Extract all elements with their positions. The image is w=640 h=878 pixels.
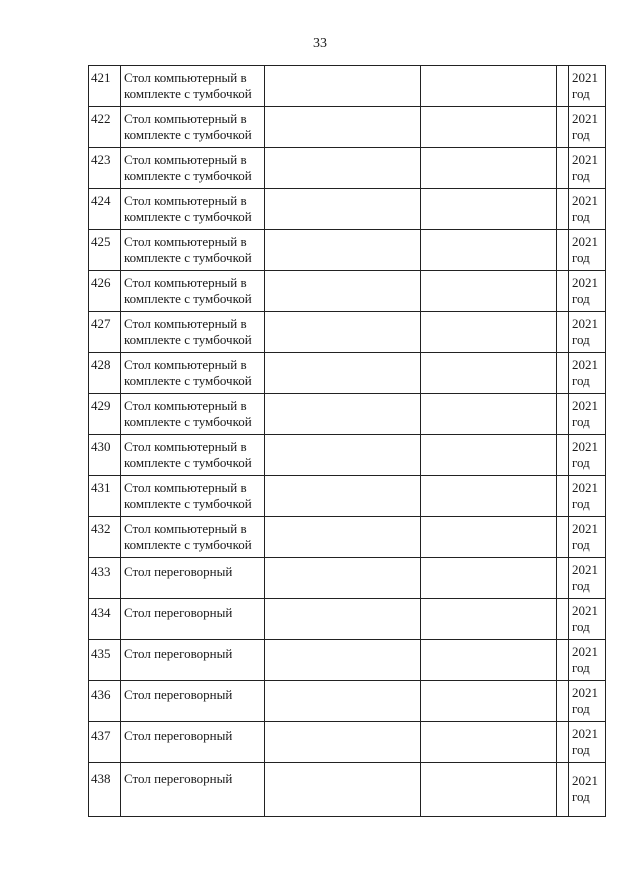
table-row <box>89 681 606 722</box>
row-number-cell <box>89 599 121 640</box>
year-value: 2021 <box>572 193 598 208</box>
year-cell <box>569 640 606 681</box>
row-number-cell <box>89 312 121 353</box>
row-number: 423 <box>91 152 111 167</box>
row-number-cell <box>89 763 121 817</box>
empty-cell-a <box>265 312 421 353</box>
year-unit: год <box>572 537 590 552</box>
empty-cell-a <box>265 107 421 148</box>
item-name-cell <box>121 353 265 394</box>
row-number-cell <box>89 107 121 148</box>
year-cell <box>569 722 606 763</box>
year-cell <box>569 312 606 353</box>
item-name-cell <box>121 230 265 271</box>
empty-cell-b <box>421 66 557 107</box>
item-name-line2: комплекте с тумбочкой <box>124 127 252 142</box>
empty-cell-b <box>421 640 557 681</box>
item-name-line1: Стол компьютерный в <box>124 316 247 331</box>
empty-cell-b <box>421 148 557 189</box>
year-cell <box>569 476 606 517</box>
table-row <box>89 394 606 435</box>
empty-cell-a <box>265 66 421 107</box>
item-name-line1: Стол компьютерный в <box>124 152 247 167</box>
item-name-line1: Стол переговорный <box>124 687 233 702</box>
item-name-line1: Стол компьютерный в <box>124 398 247 413</box>
empty-cell-c <box>557 66 569 107</box>
row-number: 426 <box>91 275 111 290</box>
empty-cell-c <box>557 189 569 230</box>
row-number: 435 <box>91 646 111 661</box>
empty-cell-c <box>557 230 569 271</box>
item-name-cell <box>121 640 265 681</box>
row-number: 422 <box>91 111 111 126</box>
year-value: 2021 <box>572 234 598 249</box>
year-unit: год <box>572 660 590 675</box>
page-number: 33 <box>313 36 327 51</box>
empty-cell-b <box>421 517 557 558</box>
row-number-cell <box>89 681 121 722</box>
row-number-cell <box>89 66 121 107</box>
item-name-cell <box>121 271 265 312</box>
row-number-cell <box>89 476 121 517</box>
table-row <box>89 66 606 107</box>
year-cell <box>569 271 606 312</box>
year-unit: год <box>572 86 590 101</box>
year-unit: год <box>572 373 590 388</box>
table-body <box>89 66 606 817</box>
empty-cell-a <box>265 148 421 189</box>
row-number: 438 <box>91 771 111 786</box>
year-unit: год <box>572 789 590 804</box>
row-number-cell <box>89 435 121 476</box>
year-cell <box>569 681 606 722</box>
item-name-line1: Стол компьютерный в <box>124 480 247 495</box>
item-name-cell <box>121 66 265 107</box>
empty-cell-a <box>265 394 421 435</box>
year-unit: год <box>572 250 590 265</box>
year-value: 2021 <box>572 603 598 618</box>
table-row <box>89 640 606 681</box>
item-name-cell <box>121 722 265 763</box>
empty-cell-c <box>557 271 569 312</box>
empty-cell-b <box>421 681 557 722</box>
inventory-table <box>88 65 606 817</box>
item-name-line2: комплекте с тумбочкой <box>124 332 252 347</box>
row-number-cell <box>89 640 121 681</box>
empty-cell-b <box>421 599 557 640</box>
year-value: 2021 <box>572 357 598 372</box>
item-name-line2: комплекте с тумбочкой <box>124 373 252 388</box>
item-name-line1: Стол компьютерный в <box>124 111 247 126</box>
item-name-line2: комплекте с тумбочкой <box>124 250 252 265</box>
empty-cell-a <box>265 763 421 817</box>
table-row <box>89 189 606 230</box>
item-name-cell <box>121 189 265 230</box>
year-value: 2021 <box>572 111 598 126</box>
empty-cell-b <box>421 271 557 312</box>
empty-cell-a <box>265 476 421 517</box>
empty-cell-c <box>557 435 569 476</box>
year-unit: год <box>572 414 590 429</box>
empty-cell-a <box>265 722 421 763</box>
row-number: 430 <box>91 439 111 454</box>
empty-cell-b <box>421 435 557 476</box>
year-value: 2021 <box>572 398 598 413</box>
empty-cell-a <box>265 681 421 722</box>
empty-cell-c <box>557 558 569 599</box>
year-value: 2021 <box>572 480 598 495</box>
empty-cell-a <box>265 599 421 640</box>
row-number: 428 <box>91 357 111 372</box>
item-name-line1: Стол компьютерный в <box>124 357 247 372</box>
empty-cell-a <box>265 189 421 230</box>
item-name-line1: Стол компьютерный в <box>124 521 247 536</box>
table-row <box>89 230 606 271</box>
table-row <box>89 271 606 312</box>
item-name-cell <box>121 517 265 558</box>
item-name-line2: комплекте с тумбочкой <box>124 168 252 183</box>
year-unit: год <box>572 291 590 306</box>
item-name-line1: Стол компьютерный в <box>124 439 247 454</box>
year-cell <box>569 599 606 640</box>
year-cell <box>569 517 606 558</box>
row-number-cell <box>89 189 121 230</box>
empty-cell-b <box>421 189 557 230</box>
year-value: 2021 <box>572 152 598 167</box>
item-name-line1: Стол компьютерный в <box>124 193 247 208</box>
year-unit: год <box>572 742 590 757</box>
empty-cell-c <box>557 599 569 640</box>
item-name-line1: Стол переговорный <box>124 728 233 743</box>
empty-cell-a <box>265 353 421 394</box>
row-number-cell <box>89 353 121 394</box>
year-cell <box>569 763 606 817</box>
item-name-cell <box>121 763 265 817</box>
year-value: 2021 <box>572 685 598 700</box>
row-number: 425 <box>91 234 111 249</box>
year-value: 2021 <box>572 316 598 331</box>
row-number-cell <box>89 394 121 435</box>
item-name-cell <box>121 107 265 148</box>
row-number: 436 <box>91 687 111 702</box>
empty-cell-b <box>421 476 557 517</box>
empty-cell-b <box>421 763 557 817</box>
item-name-line1: Стол переговорный <box>124 771 233 786</box>
year-value: 2021 <box>572 726 598 741</box>
item-name-cell <box>121 394 265 435</box>
table-row <box>89 476 606 517</box>
year-value: 2021 <box>572 275 598 290</box>
year-cell <box>569 558 606 599</box>
year-unit: год <box>572 619 590 634</box>
empty-cell-b <box>421 353 557 394</box>
row-number: 434 <box>91 605 111 620</box>
empty-cell-b <box>421 394 557 435</box>
empty-cell-c <box>557 476 569 517</box>
year-cell <box>569 107 606 148</box>
year-cell <box>569 148 606 189</box>
item-name-line2: комплекте с тумбочкой <box>124 291 252 306</box>
table-row <box>89 353 606 394</box>
year-value: 2021 <box>572 644 598 659</box>
item-name-cell <box>121 558 265 599</box>
year-cell <box>569 353 606 394</box>
empty-cell-b <box>421 722 557 763</box>
table-row <box>89 517 606 558</box>
row-number-cell <box>89 722 121 763</box>
item-name-cell <box>121 312 265 353</box>
item-name-line2: комплекте с тумбочкой <box>124 496 252 511</box>
empty-cell-a <box>265 640 421 681</box>
year-value: 2021 <box>572 439 598 454</box>
year-value: 2021 <box>572 70 598 85</box>
year-cell <box>569 66 606 107</box>
empty-cell-c <box>557 107 569 148</box>
item-name-cell <box>121 148 265 189</box>
item-name-line2: комплекте с тумбочкой <box>124 455 252 470</box>
row-number-cell <box>89 271 121 312</box>
row-number: 437 <box>91 728 111 743</box>
table-row <box>89 107 606 148</box>
empty-cell-b <box>421 107 557 148</box>
empty-cell-a <box>265 230 421 271</box>
empty-cell-b <box>421 230 557 271</box>
table-row <box>89 312 606 353</box>
item-name-line1: Стол переговорный <box>124 564 233 579</box>
row-number: 433 <box>91 564 111 579</box>
row-number-cell <box>89 517 121 558</box>
year-value: 2021 <box>572 562 598 577</box>
table-row <box>89 599 606 640</box>
item-name-line1: Стол компьютерный в <box>124 275 247 290</box>
row-number: 432 <box>91 521 111 536</box>
empty-cell-c <box>557 640 569 681</box>
empty-cell-b <box>421 312 557 353</box>
item-name-line1: Стол компьютерный в <box>124 70 247 85</box>
empty-cell-c <box>557 312 569 353</box>
year-cell <box>569 230 606 271</box>
item-name-line1: Стол переговорный <box>124 605 233 620</box>
year-unit: год <box>572 168 590 183</box>
year-cell <box>569 435 606 476</box>
row-number-cell <box>89 558 121 599</box>
item-name-cell <box>121 435 265 476</box>
empty-cell-c <box>557 394 569 435</box>
year-unit: год <box>572 455 590 470</box>
row-number-cell <box>89 230 121 271</box>
empty-cell-a <box>265 435 421 476</box>
year-value: 2021 <box>572 521 598 536</box>
table-row <box>89 435 606 476</box>
item-name-line2: комплекте с тумбочкой <box>124 537 252 552</box>
year-value: 2021 <box>572 773 598 788</box>
year-cell <box>569 189 606 230</box>
item-name-cell <box>121 681 265 722</box>
row-number-cell <box>89 148 121 189</box>
table-row <box>89 763 606 817</box>
table-row <box>89 722 606 763</box>
year-unit: год <box>572 332 590 347</box>
row-number: 421 <box>91 70 111 85</box>
table-row <box>89 558 606 599</box>
year-cell <box>569 394 606 435</box>
item-name-cell <box>121 476 265 517</box>
row-number: 424 <box>91 193 111 208</box>
item-name-cell <box>121 599 265 640</box>
empty-cell-a <box>265 271 421 312</box>
item-name-line2: комплекте с тумбочкой <box>124 209 252 224</box>
item-name-line2: комплекте с тумбочкой <box>124 414 252 429</box>
year-unit: год <box>572 578 590 593</box>
year-unit: год <box>572 496 590 511</box>
year-unit: год <box>572 127 590 142</box>
table-row <box>89 148 606 189</box>
empty-cell-a <box>265 517 421 558</box>
item-name-line1: Стол переговорный <box>124 646 233 661</box>
empty-cell-c <box>557 681 569 722</box>
empty-cell-c <box>557 148 569 189</box>
empty-cell-c <box>557 517 569 558</box>
empty-cell-c <box>557 763 569 817</box>
row-number: 431 <box>91 480 111 495</box>
empty-cell-c <box>557 353 569 394</box>
empty-cell-c <box>557 722 569 763</box>
empty-cell-a <box>265 558 421 599</box>
empty-cell-b <box>421 558 557 599</box>
row-number: 429 <box>91 398 111 413</box>
row-number: 427 <box>91 316 111 331</box>
item-name-line2: комплекте с тумбочкой <box>124 86 252 101</box>
year-unit: год <box>572 701 590 716</box>
item-name-line1: Стол компьютерный в <box>124 234 247 249</box>
year-unit: год <box>572 209 590 224</box>
